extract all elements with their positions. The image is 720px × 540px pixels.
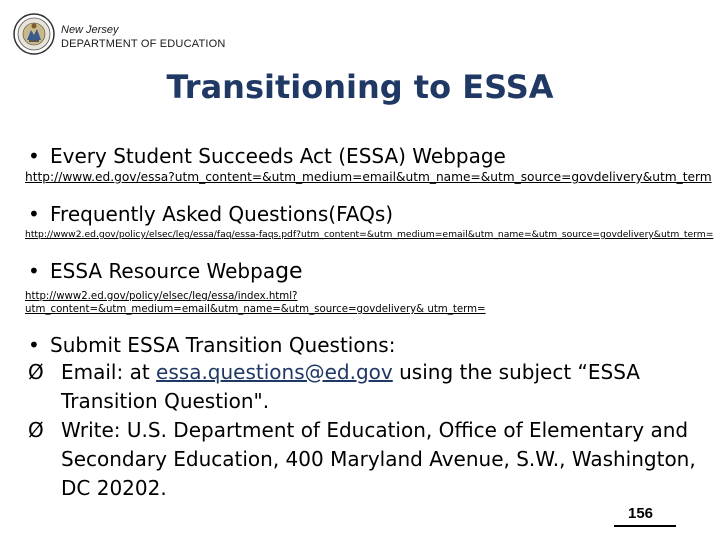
email-suffix: using the subject “ESSA Transition Question". (61, 360, 640, 413)
bullet-label: ESSA Resource Webpa (50, 259, 276, 283)
bullet-icon: • (28, 144, 40, 168)
org-department: DEPARTMENT OF EDUCATION (61, 38, 226, 50)
page-number-underline (614, 525, 676, 527)
slide-title: Transitioning to ESSA (166, 68, 554, 106)
bullet-label: Frequently Asked Questions(FAQs) (50, 202, 394, 226)
organization-name (61, 24, 226, 51)
bullet-icon: • (28, 202, 40, 226)
write-text: Write: U.S. Department of Education, Office of Elementary and Secondary Education, 400 Maryland Avenue, S.W., Washington, DC 20202. (61, 418, 696, 500)
page-number: 156 (628, 505, 654, 522)
nj-state-seal-logo (13, 13, 55, 55)
bullet-icon: • (28, 333, 40, 357)
write-instruction (28, 416, 698, 503)
email-prefix: Email: at (61, 360, 157, 384)
bullet-faqs (28, 202, 393, 226)
arrow-bullet-icon: Ø (28, 418, 44, 442)
bullet-label: Submit ESSA Transition Questions: (50, 333, 396, 357)
bullet-label-tail: ge (275, 259, 303, 284)
faqs-link[interactable]: http://www2.ed.gov/policy/elsec/leg/essa/faq/essa-faqs.pdf?utm_content=&utm_medium=email&utm_name=&utm_source=govdelivery&utm_term= (25, 229, 714, 240)
email-instruction (28, 358, 698, 416)
arrow-bullet-icon: Ø (28, 360, 44, 384)
email-link[interactable]: essa.questions@ed.gov (156, 360, 393, 384)
bullet-icon: • (28, 259, 40, 283)
resource-webpage-link[interactable]: http://www2.ed.gov/policy/elsec/leg/essa/index.html?utm_content=&utm_medium=email&utm_name=&utm_source=govdelivery& utm_term= (25, 291, 486, 315)
org-state: New Jersey (61, 24, 119, 36)
bullet-submit-questions (28, 333, 395, 357)
bullet-essa-webpage (28, 144, 506, 168)
bullet-label: Every Student Succeeds Act (ESSA) Webpage (50, 144, 506, 168)
essa-webpage-link[interactable]: http://www.ed.gov/essa?utm_content=&utm_medium=email&utm_name=&utm_source=govdelivery&utm_term (25, 170, 712, 184)
bullet-resource-webpage (28, 259, 303, 284)
